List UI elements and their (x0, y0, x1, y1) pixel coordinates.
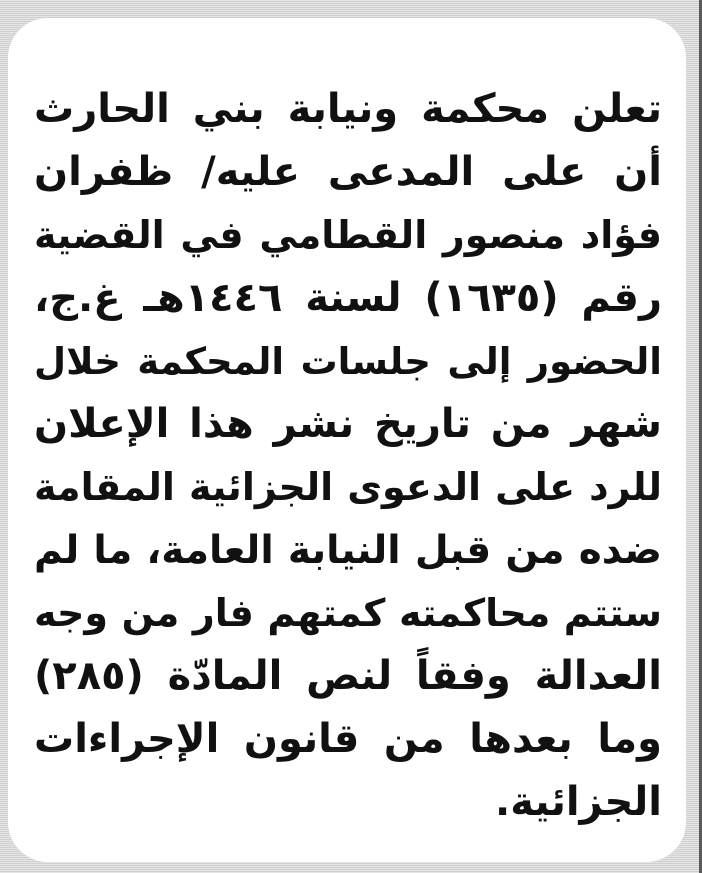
notice-line-12: الجزائية. (495, 779, 662, 825)
notice-line-1: تعلن محكمة ونيابة بني الحارث (34, 86, 662, 132)
notice-line-4: رقم (١٦٣٥) لسنة ١٤٤٦هـ غ.ج، (34, 275, 662, 321)
notice-line-11: وما بعدها من قانون الإجراءات (34, 716, 662, 762)
notice-line-6: شهر من تاريخ نشر هذا الإعلان (34, 401, 662, 447)
notice-line-7: للرد على الدعوى الجزائية المقامة (34, 465, 662, 509)
notice-line-9: ستتم محاكمته كمتهم فار من وجه (34, 591, 662, 635)
notice-body (34, 78, 662, 834)
notice-card (8, 18, 686, 862)
notice-line-2: أن على المدعى عليه/ ظفران (34, 149, 662, 195)
notice-line-5: الحضور إلى جلسات المحكمة خلال (34, 340, 662, 383)
notice-line-10: العدالة وفقاً لنص المادّة (٢٨٥) (34, 653, 662, 699)
notice-line-8: ضده من قبل النيابة العامة، ما لم (34, 528, 662, 573)
notice-line-3: فؤاد منصور القطامي في القضية (34, 213, 662, 257)
